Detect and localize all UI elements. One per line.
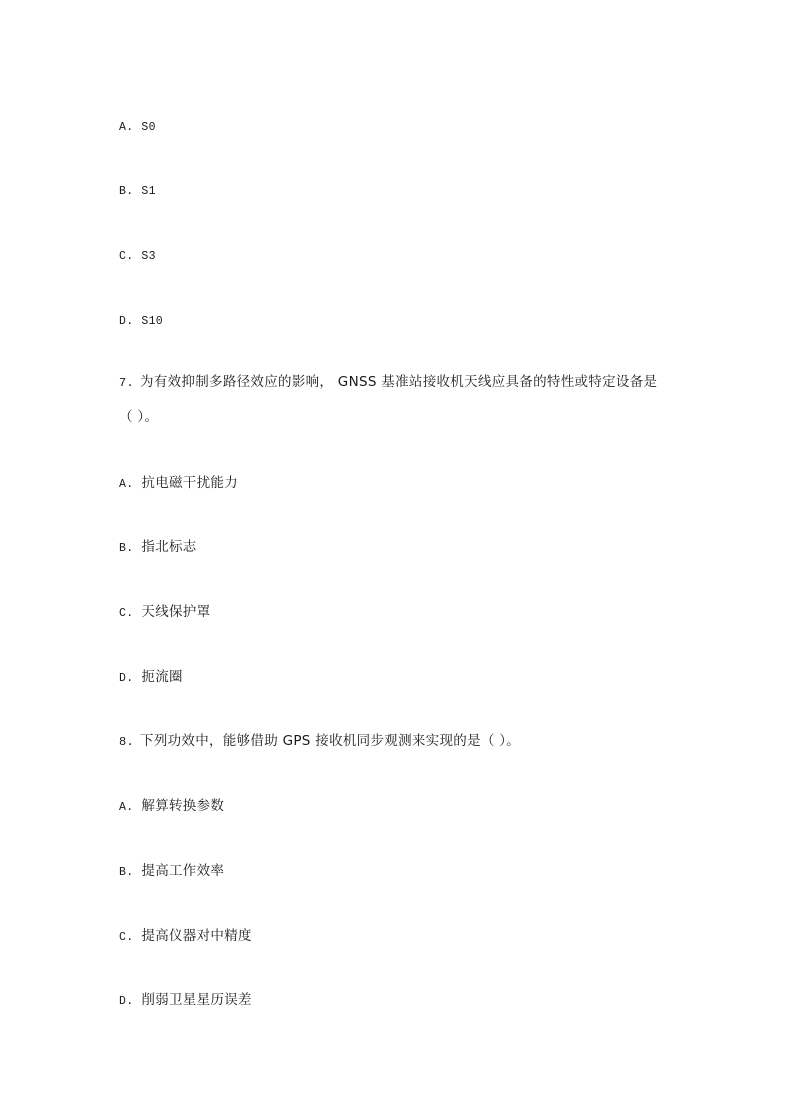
q8-option-b [119, 862, 224, 882]
option-text: 指北标志 [141, 539, 197, 555]
option-letter: A. [119, 801, 134, 814]
q8-option-d [119, 991, 252, 1011]
q6-option-a [119, 117, 156, 137]
option-letter: B. [119, 866, 134, 879]
question-text: 为有效抑制多路径效应的影响， GNSS 基准站接收机天线应具备的特性或特定设备是 [140, 374, 658, 390]
option-letter: A. [119, 478, 134, 491]
question-number: 7. [119, 376, 135, 390]
q7-option-c [119, 603, 210, 623]
option-text: 解算转换参数 [141, 798, 225, 814]
question-text: 下列功效中，能够借助 GPS 接收机同步观测来实现的是（ ）。 [140, 733, 521, 749]
option-text: S1 [141, 185, 156, 198]
option-text: S0 [141, 121, 156, 134]
option-letter: C. [119, 607, 134, 620]
option-text: S3 [141, 250, 156, 263]
option-text: 扼流圈 [141, 669, 183, 685]
option-text: 天线保护罩 [141, 604, 211, 620]
option-letter: C. [119, 250, 134, 263]
option-text: 提高仪器对中精度 [141, 928, 252, 944]
q6-option-c [119, 246, 156, 266]
q7-option-a [119, 474, 238, 494]
option-letter: B. [119, 185, 134, 198]
q8-option-a [119, 797, 224, 817]
option-text: 提高工作效率 [141, 863, 225, 879]
option-text: S10 [141, 315, 164, 328]
question-number: 8. [119, 735, 135, 749]
option-letter: D. [119, 995, 134, 1008]
q7-question-line2 [119, 408, 158, 426]
option-letter: D. [119, 672, 134, 685]
q8-question [119, 732, 520, 751]
option-text: 抗电磁干扰能力 [141, 475, 239, 491]
question-text-continued: （ ）。 [119, 409, 159, 425]
q8-option-c [119, 927, 252, 947]
option-letter: A. [119, 121, 134, 134]
option-letter: D. [119, 315, 134, 328]
option-letter: B. [119, 542, 134, 555]
q7-option-b [119, 538, 197, 558]
option-letter: C. [119, 931, 134, 944]
q6-option-b [119, 181, 156, 201]
option-text: 削弱卫星星历误差 [141, 992, 252, 1008]
q7-question-line1 [119, 373, 657, 392]
q7-option-d [119, 668, 183, 688]
q6-option-d [119, 311, 163, 331]
